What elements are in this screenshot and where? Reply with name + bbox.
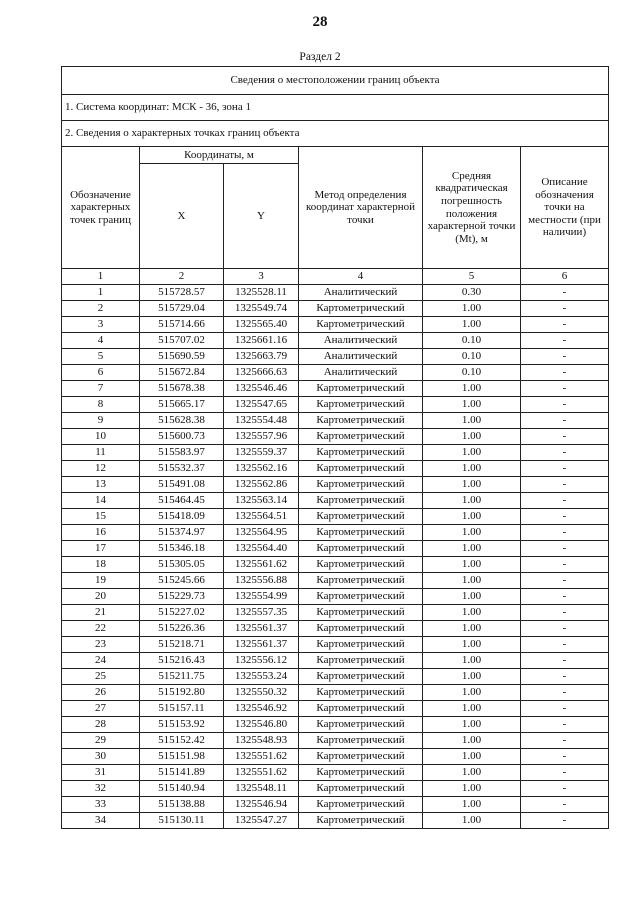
y-coordinate-cell: 1325554.99 (224, 589, 299, 605)
y-coordinate-cell: 1325666.63 (224, 365, 299, 381)
method-cell: Картометрический (299, 797, 423, 813)
table-row (62, 813, 609, 829)
method-cell: Картометрический (299, 685, 423, 701)
point-number-cell: 11 (62, 445, 140, 461)
method-cell: Аналитический (299, 365, 423, 381)
accuracy-cell: 1.00 (423, 637, 521, 653)
description-cell: - (521, 749, 609, 765)
accuracy-cell: 1.00 (423, 813, 521, 829)
method-cell: Картометрический (299, 669, 423, 685)
accuracy-cell: 0.10 (423, 333, 521, 349)
point-number-cell: 24 (62, 653, 140, 669)
x-coordinate-cell: 515729.04 (140, 301, 224, 317)
y-coordinate-cell: 1325563.14 (224, 493, 299, 509)
y-coordinate-cell: 1325554.48 (224, 413, 299, 429)
y-coordinate-cell: 1325562.86 (224, 477, 299, 493)
x-coordinate-cell: 515672.84 (140, 365, 224, 381)
table-row (62, 317, 609, 333)
accuracy-cell: 1.00 (423, 669, 521, 685)
x-coordinate-cell: 515130.11 (140, 813, 224, 829)
accuracy-cell: 1.00 (423, 397, 521, 413)
point-number-cell: 5 (62, 349, 140, 365)
table-row (62, 461, 609, 477)
header-accuracy: Средняя квадратическая погрешность положения характерной точки (Mt), м (423, 147, 521, 269)
method-cell: Картометрический (299, 621, 423, 637)
method-cell: Картометрический (299, 397, 423, 413)
column-number: 2 (140, 269, 224, 285)
point-number-cell: 32 (62, 781, 140, 797)
x-coordinate-cell: 515707.02 (140, 333, 224, 349)
header-y: Y (224, 164, 299, 269)
x-coordinate-cell: 515418.09 (140, 509, 224, 525)
boundary-points-table (61, 66, 609, 829)
method-cell: Аналитический (299, 285, 423, 301)
header-description: Описание обозначения точки на местности (при наличии) (521, 147, 609, 269)
description-cell: - (521, 381, 609, 397)
y-coordinate-cell: 1325549.74 (224, 301, 299, 317)
description-cell: - (521, 733, 609, 749)
accuracy-cell: 1.00 (423, 317, 521, 333)
y-coordinate-cell: 1325551.62 (224, 765, 299, 781)
method-cell: Картометрический (299, 733, 423, 749)
description-cell: - (521, 781, 609, 797)
method-cell: Картометрический (299, 605, 423, 621)
point-number-cell: 1 (62, 285, 140, 301)
point-number-cell: 10 (62, 429, 140, 445)
table-row (62, 685, 609, 701)
x-coordinate-cell: 515153.92 (140, 717, 224, 733)
x-coordinate-cell: 515192.80 (140, 685, 224, 701)
table-row (62, 653, 609, 669)
header-coordinates: Координаты, м (140, 147, 299, 164)
point-number-cell: 23 (62, 637, 140, 653)
description-cell: - (521, 509, 609, 525)
method-cell: Картометрический (299, 525, 423, 541)
page-number: 28 (312, 14, 328, 30)
description-cell: - (521, 621, 609, 637)
method-cell: Картометрический (299, 541, 423, 557)
description-cell: - (521, 813, 609, 829)
accuracy-cell: 1.00 (423, 765, 521, 781)
x-coordinate-cell: 515211.75 (140, 669, 224, 685)
point-number-cell: 8 (62, 397, 140, 413)
method-cell: Картометрический (299, 765, 423, 781)
y-coordinate-cell: 1325551.62 (224, 749, 299, 765)
x-coordinate-cell: 515140.94 (140, 781, 224, 797)
method-cell: Картометрический (299, 813, 423, 829)
accuracy-cell: 1.00 (423, 301, 521, 317)
description-cell: - (521, 397, 609, 413)
description-cell: - (521, 605, 609, 621)
point-number-cell: 17 (62, 541, 140, 557)
y-coordinate-cell: 1325663.79 (224, 349, 299, 365)
accuracy-cell: 1.00 (423, 621, 521, 637)
x-coordinate-cell: 515151.98 (140, 749, 224, 765)
point-number-cell: 16 (62, 525, 140, 541)
method-cell: Картометрический (299, 301, 423, 317)
table-row (62, 797, 609, 813)
y-coordinate-cell: 1325564.51 (224, 509, 299, 525)
accuracy-cell: 1.00 (423, 493, 521, 509)
table-row (62, 541, 609, 557)
table-row (62, 349, 609, 365)
method-cell: Картометрический (299, 477, 423, 493)
table-row (62, 493, 609, 509)
description-cell: - (521, 653, 609, 669)
y-coordinate-cell: 1325556.12 (224, 653, 299, 669)
method-cell: Картометрический (299, 701, 423, 717)
table-row (62, 573, 609, 589)
y-coordinate-cell: 1325547.27 (224, 813, 299, 829)
description-cell: - (521, 413, 609, 429)
point-number-cell: 28 (62, 717, 140, 733)
point-number-cell: 19 (62, 573, 140, 589)
method-cell: Картометрический (299, 509, 423, 525)
table-row (62, 509, 609, 525)
description-cell: - (521, 573, 609, 589)
y-coordinate-cell: 1325561.62 (224, 557, 299, 573)
description-cell: - (521, 461, 609, 477)
accuracy-cell: 1.00 (423, 525, 521, 541)
description-cell: - (521, 349, 609, 365)
x-coordinate-cell: 515728.57 (140, 285, 224, 301)
x-coordinate-cell: 515628.38 (140, 413, 224, 429)
table-row (62, 301, 609, 317)
point-number-cell: 34 (62, 813, 140, 829)
y-coordinate-cell: 1325561.37 (224, 621, 299, 637)
description-cell: - (521, 445, 609, 461)
x-coordinate-cell: 515218.71 (140, 637, 224, 653)
accuracy-cell: 1.00 (423, 733, 521, 749)
point-number-cell: 18 (62, 557, 140, 573)
y-coordinate-cell: 1325557.35 (224, 605, 299, 621)
y-coordinate-cell: 1325562.16 (224, 461, 299, 477)
column-numbers-row (62, 269, 609, 285)
accuracy-cell: 1.00 (423, 781, 521, 797)
x-coordinate-cell: 515138.88 (140, 797, 224, 813)
point-number-cell: 26 (62, 685, 140, 701)
column-number: 4 (299, 269, 423, 285)
point-number-cell: 2 (62, 301, 140, 317)
column-number: 1 (62, 269, 140, 285)
point-number-cell: 29 (62, 733, 140, 749)
x-coordinate-cell: 515374.97 (140, 525, 224, 541)
method-cell: Картометрический (299, 717, 423, 733)
description-cell: - (521, 701, 609, 717)
y-coordinate-cell: 1325550.32 (224, 685, 299, 701)
description-cell: - (521, 493, 609, 509)
point-number-cell: 12 (62, 461, 140, 477)
accuracy-cell: 1.00 (423, 509, 521, 525)
x-coordinate-cell: 515346.18 (140, 541, 224, 557)
y-coordinate-cell: 1325561.37 (224, 637, 299, 653)
x-coordinate-cell: 515600.73 (140, 429, 224, 445)
method-cell: Картометрический (299, 413, 423, 429)
y-coordinate-cell: 1325548.93 (224, 733, 299, 749)
description-cell: - (521, 365, 609, 381)
accuracy-cell: 1.00 (423, 461, 521, 477)
method-cell: Картометрический (299, 317, 423, 333)
table-row (62, 413, 609, 429)
description-cell: - (521, 717, 609, 733)
accuracy-cell: 1.00 (423, 445, 521, 461)
description-cell: - (521, 797, 609, 813)
description-cell: - (521, 637, 609, 653)
y-coordinate-cell: 1325557.96 (224, 429, 299, 445)
table-row (62, 397, 609, 413)
point-number-cell: 15 (62, 509, 140, 525)
y-coordinate-cell: 1325553.24 (224, 669, 299, 685)
method-cell: Картометрический (299, 445, 423, 461)
coordinate-system: 1. Система координат: МСК - 36, зона 1 (62, 95, 609, 121)
accuracy-cell: 1.00 (423, 541, 521, 557)
accuracy-cell: 1.00 (423, 557, 521, 573)
description-cell: - (521, 669, 609, 685)
x-coordinate-cell: 515157.11 (140, 701, 224, 717)
description-cell: - (521, 541, 609, 557)
accuracy-cell: 0.10 (423, 349, 521, 365)
points-section-title: 2. Сведения о характерных точках границ объекта (62, 121, 609, 147)
point-number-cell: 27 (62, 701, 140, 717)
table-row (62, 285, 609, 301)
x-coordinate-cell: 515464.45 (140, 493, 224, 509)
table-row (62, 781, 609, 797)
description-cell: - (521, 429, 609, 445)
column-number: 6 (521, 269, 609, 285)
table-title: Сведения о местоположении границ объекта (62, 67, 609, 95)
point-number-cell: 14 (62, 493, 140, 509)
method-cell: Аналитический (299, 349, 423, 365)
method-cell: Картометрический (299, 557, 423, 573)
method-cell: Картометрический (299, 429, 423, 445)
y-coordinate-cell: 1325564.95 (224, 525, 299, 541)
accuracy-cell: 1.00 (423, 653, 521, 669)
x-coordinate-cell: 515226.36 (140, 621, 224, 637)
point-number-cell: 9 (62, 413, 140, 429)
point-number-cell: 31 (62, 765, 140, 781)
header-x: X (140, 164, 224, 269)
y-coordinate-cell: 1325546.46 (224, 381, 299, 397)
method-cell: Картометрический (299, 637, 423, 653)
method-cell: Картометрический (299, 461, 423, 477)
point-number-cell: 21 (62, 605, 140, 621)
accuracy-cell: 1.00 (423, 477, 521, 493)
table-row (62, 477, 609, 493)
accuracy-cell: 1.00 (423, 413, 521, 429)
description-cell: - (521, 589, 609, 605)
accuracy-cell: 1.00 (423, 589, 521, 605)
table-row (62, 589, 609, 605)
description-cell: - (521, 477, 609, 493)
accuracy-cell: 1.00 (423, 749, 521, 765)
accuracy-cell: 1.00 (423, 381, 521, 397)
table-row (62, 333, 609, 349)
point-number-cell: 25 (62, 669, 140, 685)
x-coordinate-cell: 515141.89 (140, 765, 224, 781)
point-number-cell: 30 (62, 749, 140, 765)
point-number-cell: 33 (62, 797, 140, 813)
header-method: Метод определения координат характерной точки (299, 147, 423, 269)
y-coordinate-cell: 1325528.11 (224, 285, 299, 301)
method-cell: Картометрический (299, 749, 423, 765)
x-coordinate-cell: 515491.08 (140, 477, 224, 493)
description-cell: - (521, 765, 609, 781)
section-title: Раздел 2 (299, 51, 341, 63)
point-number-cell: 3 (62, 317, 140, 333)
x-coordinate-cell: 515665.17 (140, 397, 224, 413)
method-cell: Картометрический (299, 381, 423, 397)
table-row (62, 365, 609, 381)
table-row (62, 429, 609, 445)
description-cell: - (521, 685, 609, 701)
table-body (62, 285, 609, 829)
x-coordinate-cell: 515152.42 (140, 733, 224, 749)
x-coordinate-cell: 515227.02 (140, 605, 224, 621)
table-row (62, 765, 609, 781)
table-row (62, 605, 609, 621)
x-coordinate-cell: 515216.43 (140, 653, 224, 669)
method-cell: Картометрический (299, 781, 423, 797)
method-cell: Картометрический (299, 589, 423, 605)
accuracy-cell: 1.00 (423, 797, 521, 813)
method-cell: Картометрический (299, 653, 423, 669)
point-number-cell: 7 (62, 381, 140, 397)
y-coordinate-cell: 1325564.40 (224, 541, 299, 557)
x-coordinate-cell: 515690.59 (140, 349, 224, 365)
point-number-cell: 22 (62, 621, 140, 637)
description-cell: - (521, 301, 609, 317)
accuracy-cell: 0.30 (423, 285, 521, 301)
table-row (62, 445, 609, 461)
accuracy-cell: 1.00 (423, 701, 521, 717)
column-number: 5 (423, 269, 521, 285)
header-designation: Обозначение характерных точек границ (62, 147, 140, 269)
method-cell: Картометрический (299, 493, 423, 509)
accuracy-cell: 1.00 (423, 429, 521, 445)
method-cell: Картометрический (299, 573, 423, 589)
x-coordinate-cell: 515714.66 (140, 317, 224, 333)
table-row (62, 701, 609, 717)
accuracy-cell: 1.00 (423, 573, 521, 589)
description-cell: - (521, 525, 609, 541)
description-cell: - (521, 317, 609, 333)
y-coordinate-cell: 1325661.16 (224, 333, 299, 349)
table-row (62, 669, 609, 685)
description-cell: - (521, 285, 609, 301)
table-row (62, 525, 609, 541)
y-coordinate-cell: 1325548.11 (224, 781, 299, 797)
y-coordinate-cell: 1325556.88 (224, 573, 299, 589)
x-coordinate-cell: 515229.73 (140, 589, 224, 605)
x-coordinate-cell: 515305.05 (140, 557, 224, 573)
point-number-cell: 6 (62, 365, 140, 381)
table-row (62, 381, 609, 397)
y-coordinate-cell: 1325546.94 (224, 797, 299, 813)
table-row (62, 717, 609, 733)
point-number-cell: 20 (62, 589, 140, 605)
table-row (62, 557, 609, 573)
table-row (62, 733, 609, 749)
column-number: 3 (224, 269, 299, 285)
accuracy-cell: 1.00 (423, 717, 521, 733)
x-coordinate-cell: 515532.37 (140, 461, 224, 477)
y-coordinate-cell: 1325565.40 (224, 317, 299, 333)
accuracy-cell: 1.00 (423, 605, 521, 621)
accuracy-cell: 1.00 (423, 685, 521, 701)
y-coordinate-cell: 1325547.65 (224, 397, 299, 413)
y-coordinate-cell: 1325559.37 (224, 445, 299, 461)
x-coordinate-cell: 515245.66 (140, 573, 224, 589)
table-row (62, 749, 609, 765)
description-cell: - (521, 557, 609, 573)
x-coordinate-cell: 515678.38 (140, 381, 224, 397)
y-coordinate-cell: 1325546.92 (224, 701, 299, 717)
point-number-cell: 4 (62, 333, 140, 349)
table-row (62, 621, 609, 637)
y-coordinate-cell: 1325546.80 (224, 717, 299, 733)
accuracy-cell: 0.10 (423, 365, 521, 381)
point-number-cell: 13 (62, 477, 140, 493)
x-coordinate-cell: 515583.97 (140, 445, 224, 461)
description-cell: - (521, 333, 609, 349)
method-cell: Аналитический (299, 333, 423, 349)
table-row (62, 637, 609, 653)
